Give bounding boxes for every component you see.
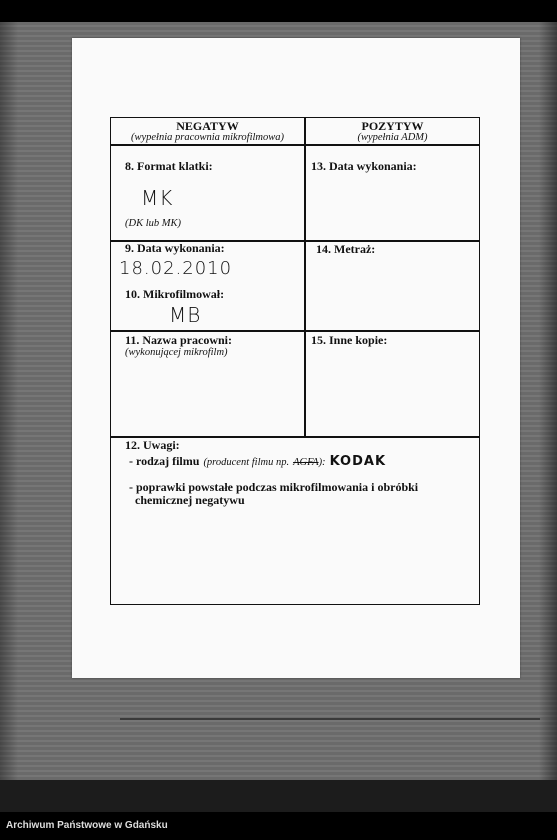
- document-page: [72, 38, 520, 678]
- rodzaj-filmu-label: - rodzaj filmu: [129, 454, 200, 468]
- metraz-label: 14. Metraż:: [316, 242, 376, 256]
- pozytyw-title: POZYTYW: [361, 119, 424, 133]
- rodzaj-filmu-hint-suffix: ):: [318, 457, 326, 468]
- rodzaj-filmu-value: KODAK: [329, 454, 387, 469]
- mikrofilmowal-value: MB: [169, 303, 202, 327]
- poprawki-line-1: - poprawki powstałe podczas mikrofilmowania i obróbki: [129, 480, 419, 494]
- pozytyw-data-wykonania-label: 13. Data wykonania:: [311, 159, 417, 173]
- rodzaj-filmu-hint-prefix: (producent filmu np.: [203, 457, 290, 468]
- rodzaj-filmu-hint-struck: AGFA: [293, 457, 319, 468]
- negatyw-title: NEGATYW: [176, 119, 239, 133]
- nazwa-pracowni-label: 11. Nazwa pracowni:: [125, 333, 232, 347]
- negatyw-data-wykonania-label: 9. Data wykonania:: [125, 241, 225, 255]
- poprawki-line-2: chemicznej negatywu: [135, 493, 245, 507]
- negatyw-subtitle: (wypełnia pracownia mikrofilmowa): [130, 132, 284, 143]
- format-klatki-label: 8. Format klatki:: [125, 159, 213, 173]
- scan-smudge: [120, 718, 540, 720]
- microfilm-form: [110, 117, 480, 605]
- scan-bottom-border: [0, 780, 557, 812]
- scan-top-border: [0, 0, 557, 22]
- pozytyw-subtitle: (wypełnia ADM): [357, 132, 428, 143]
- uwagi-label: 12. Uwagi:: [125, 438, 180, 452]
- nazwa-pracowni-hint: (wykonującej mikrofilm): [125, 347, 228, 358]
- inne-kopie-label: 15. Inne kopie:: [311, 333, 388, 347]
- archive-caption: Archiwum Państwowe w Gdańsku: [6, 820, 168, 831]
- format-klatki-hint: (DK lub MK): [125, 218, 181, 229]
- row-divider-2: [111, 330, 479, 332]
- mikrofilmowal-label: 10. Mikrofilmował:: [125, 287, 225, 301]
- format-klatki-value: MK: [141, 186, 174, 210]
- column-divider: [304, 118, 306, 436]
- row-divider-header: [111, 144, 479, 146]
- negatyw-data-wykonania-value: 18.02.2010: [119, 258, 233, 279]
- rodzaj-filmu-line: [129, 452, 386, 470]
